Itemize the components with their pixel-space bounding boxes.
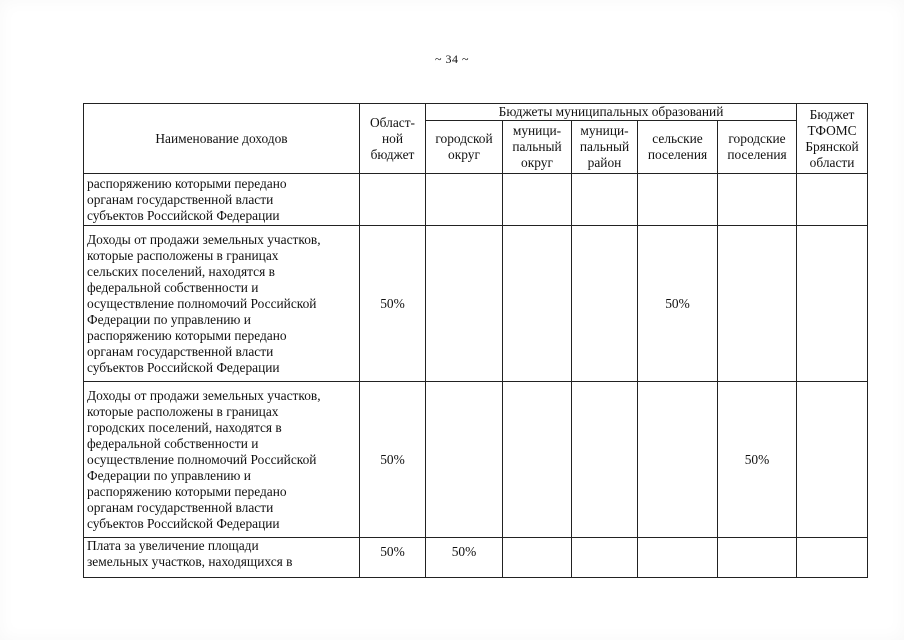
header-urban-settlements: городские поселения bbox=[718, 121, 797, 174]
header-city-district: городской округ bbox=[426, 121, 503, 174]
table-row bbox=[84, 226, 868, 382]
rural-share-cell bbox=[638, 538, 718, 578]
header-municipal-area: муници- пальный район bbox=[572, 121, 638, 174]
regional-share-cell: 50% bbox=[360, 382, 426, 538]
regional-share-cell: 50% bbox=[360, 226, 426, 382]
header-regional-budget: Област- ной бюджет bbox=[360, 104, 426, 174]
revenue-distribution-table bbox=[83, 103, 868, 578]
tfoms-share-cell bbox=[797, 538, 868, 578]
income-name-cell: Плата за увеличение площади земельных участков, находящихся в bbox=[84, 538, 360, 578]
header-municipal-district: муници- пальный округ bbox=[503, 121, 572, 174]
municipal-district-share-cell bbox=[503, 382, 572, 538]
municipal-area-share-cell bbox=[572, 226, 638, 382]
table-row bbox=[84, 174, 868, 226]
tfoms-share-cell bbox=[797, 174, 868, 226]
urban-share-cell: 50% bbox=[718, 382, 797, 538]
municipal-area-share-cell bbox=[572, 538, 638, 578]
rural-share-cell: 50% bbox=[638, 226, 718, 382]
municipal-district-share-cell bbox=[503, 174, 572, 226]
header-row-top bbox=[84, 104, 868, 121]
urban-share-cell bbox=[718, 226, 797, 382]
regional-share-cell bbox=[360, 174, 426, 226]
header-rural-settlements: сельские поселения bbox=[638, 121, 718, 174]
header-income-name: Наименование доходов bbox=[84, 104, 360, 174]
header-tfoms-budget: Бюджет ТФОМС Брянской области bbox=[797, 104, 868, 174]
urban-share-cell bbox=[718, 538, 797, 578]
municipal-district-share-cell bbox=[503, 538, 572, 578]
tfoms-share-cell bbox=[797, 382, 868, 538]
regional-share-cell: 50% bbox=[360, 538, 426, 578]
municipal-area-share-cell bbox=[572, 382, 638, 538]
urban-share-cell bbox=[718, 174, 797, 226]
city-district-share-cell bbox=[426, 226, 503, 382]
rural-share-cell bbox=[638, 174, 718, 226]
rural-share-cell bbox=[638, 382, 718, 538]
tfoms-share-cell bbox=[797, 226, 868, 382]
table-row bbox=[84, 538, 868, 578]
city-district-share-cell bbox=[426, 382, 503, 538]
income-name-cell: Доходы от продажи земельных участков, которые расположены в границах сельских поселений, находятся в федеральной собственности и осуществление полномочий Российской Федерации по управлению и распоряжению которыми передано органам государственной власти субъектов Российской Федерации bbox=[84, 226, 360, 382]
city-district-share-cell bbox=[426, 174, 503, 226]
municipal-district-share-cell bbox=[503, 226, 572, 382]
table-row bbox=[84, 382, 868, 538]
income-name-cell: распоряжению которыми передано органам государственной власти субъектов Российской Федерации bbox=[84, 174, 360, 226]
page-number: ~ 34 ~ bbox=[435, 52, 469, 66]
municipal-area-share-cell bbox=[572, 174, 638, 226]
income-name-cell: Доходы от продажи земельных участков, которые расположены в границах городских поселений, находятся в федеральной собственности и осуществление полномочий Российской Федерации по управлению и распоряжению которыми передано органам государственной власти субъектов Российской Федерации bbox=[84, 382, 360, 538]
city-district-share-cell: 50% bbox=[426, 538, 503, 578]
header-municipal-budgets: Бюджеты муниципальных образований bbox=[426, 104, 797, 121]
